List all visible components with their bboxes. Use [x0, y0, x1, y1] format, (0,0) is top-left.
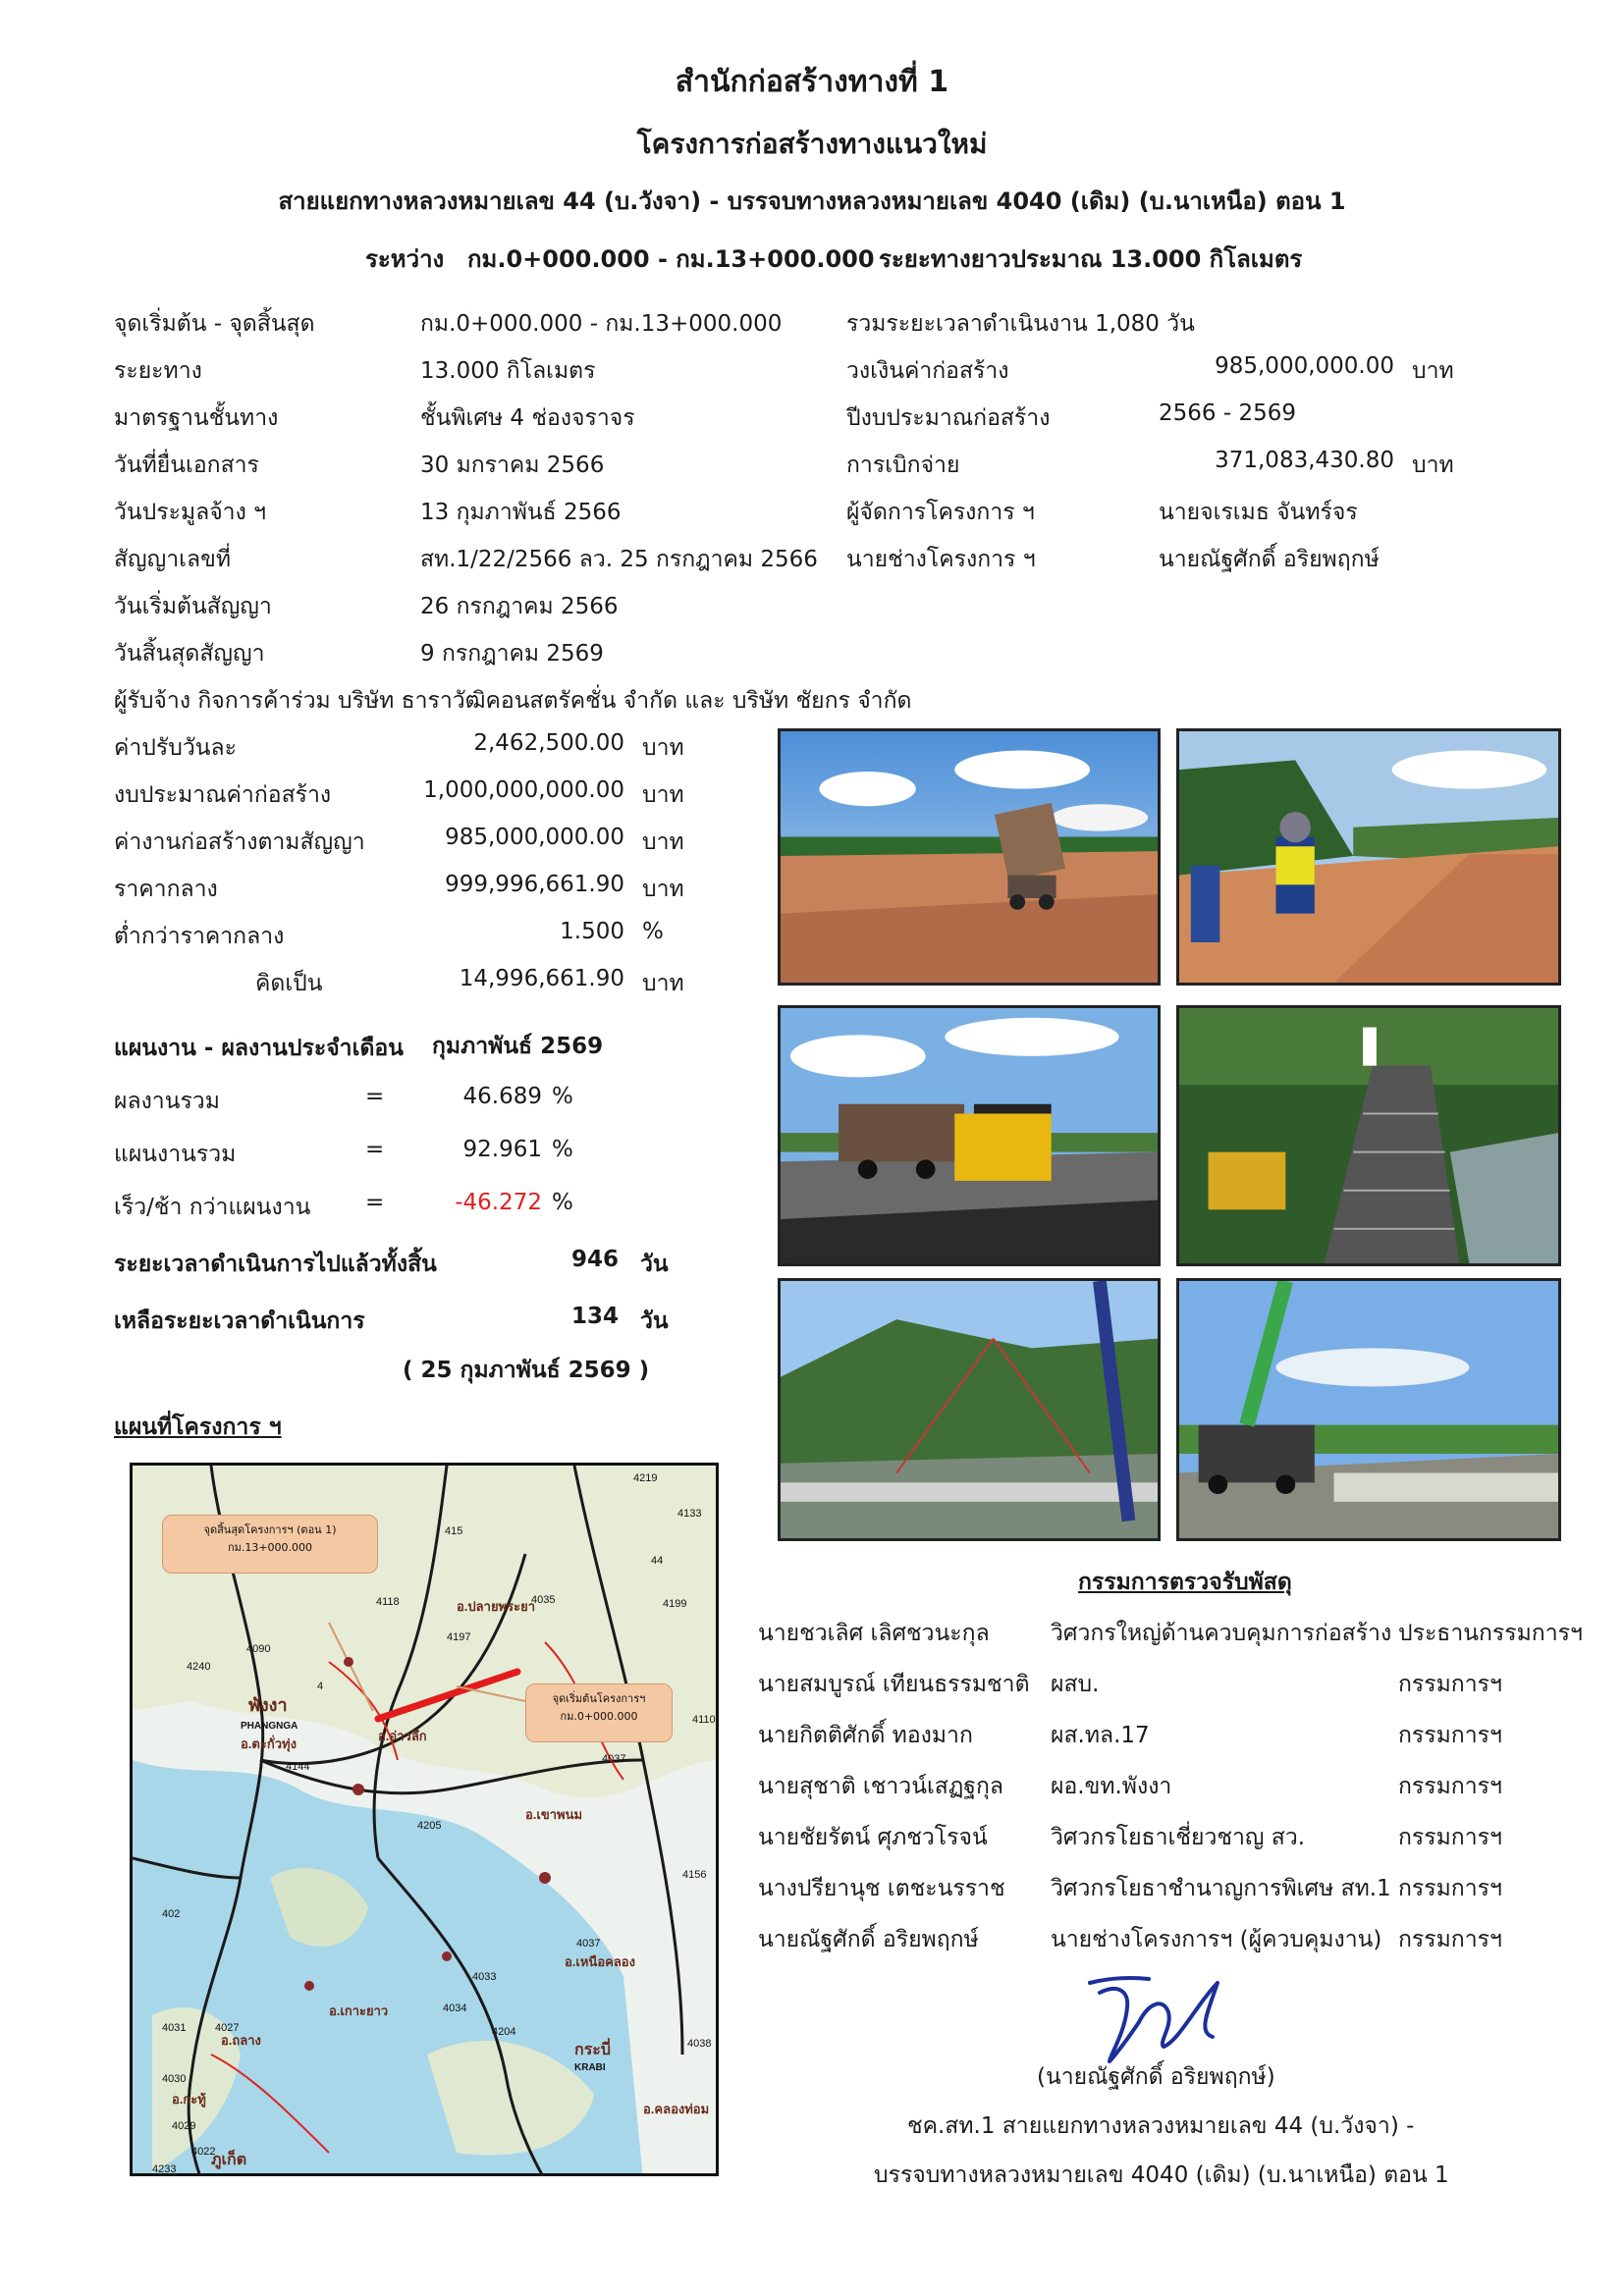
info-label: วันประมูลจ้าง ฯ [114, 500, 267, 525]
svg-text:กระบี่: กระบี่ [574, 2042, 612, 2058]
svg-text:4133: 4133 [677, 1508, 702, 1520]
svg-text:4037: 4037 [576, 1938, 601, 1949]
svg-text:4197: 4197 [447, 1631, 471, 1643]
svg-text:4034: 4034 [443, 2002, 467, 2014]
remaining-value: 134 [571, 1304, 620, 1329]
photo-asphalt-paver [778, 1005, 1161, 1266]
svg-text:ภูเก็ต: ภูเก็ต [211, 2152, 247, 2168]
finance-value: 1.500 [560, 919, 624, 944]
member-role: กรรมการฯ [1398, 1927, 1502, 1952]
finance-value: 14,996,661.90 [459, 966, 624, 991]
fiscal-label: ปีงบประมาณก่อสร้าง [846, 405, 1051, 431]
finance-value: 1,000,000,000.00 [423, 777, 624, 803]
photo-crane-bridge [1176, 1278, 1561, 1541]
member-position: วิศวกรโยธาชำนาญการพิเศษ สท.1 [1051, 1876, 1391, 1901]
signer-title-line1: ชค.สท.1 สายแยกทางหลวงหมายเลข 44 (บ.วังจา) - [907, 2113, 1415, 2139]
svg-text:อ.ตะกั่วทุ่ง: อ.ตะกั่วทุ่ง [241, 1736, 297, 1751]
svg-text:4030: 4030 [162, 2073, 187, 2085]
member-position: นายช่างโครงการฯ (ผู้ควบคุมงาน) [1051, 1927, 1382, 1952]
member-role: กรรมการฯ [1398, 1723, 1502, 1748]
member-name: นายกิตติศักดิ์ ทองมาก [758, 1723, 973, 1748]
svg-text:อ.กะทู้: อ.กะทู้ [172, 2092, 206, 2107]
route-title: สายแยกทางหลวงหมายเลข 44 (บ.วังจา) - บรรจบทางหลวงหมายเลข 4040 (เดิม) (บ.นาเหนือ) ตอน 1 [278, 187, 1346, 215]
member-position: ผส.ทล.17 [1051, 1723, 1150, 1748]
disburse-unit: บาท [1412, 453, 1454, 478]
member-name: นายสมบูรณ์ เทียนธรรมชาติ [758, 1672, 1030, 1697]
remaining-unit: วัน [640, 1308, 669, 1334]
svg-text:4205: 4205 [417, 1820, 442, 1832]
svg-text:4033: 4033 [472, 1971, 497, 1983]
finance-label: งบประมาณค่าก่อสร้าง [114, 782, 332, 808]
progress-unit: % [552, 1137, 573, 1162]
finance-label: คิดเป็น [255, 971, 323, 996]
progress-value-negative: -46.272 [455, 1190, 542, 1215]
info-label: วันสิ้นสุดสัญญา [114, 641, 265, 667]
progress-eq: = [365, 1084, 385, 1109]
info-value: 9 กรกฎาคม 2569 [420, 641, 604, 667]
svg-text:KRABI: KRABI [574, 2062, 606, 2073]
svg-text:4037: 4037 [602, 1753, 626, 1765]
progress-label: เร็ว/ช้า กว่าแผนงาน [114, 1195, 311, 1220]
svg-text:4118: 4118 [376, 1596, 400, 1608]
svg-text:อ.ปลายพระยา: อ.ปลายพระยา [457, 1599, 536, 1614]
finance-label: ราคากลาง [114, 877, 218, 902]
progress-eq: = [365, 1137, 385, 1162]
length-text: ระยะทางยาวประมาณ 13.000 กิโลเมตร [879, 245, 1303, 273]
end-point-callout [162, 1515, 378, 1574]
info-value: สท.1/22/2566 ลว. 25 กรกฎาคม 2566 [420, 547, 818, 572]
finance-unit: % [642, 919, 664, 944]
info-value: 13.000 กิโลเมตร [420, 358, 596, 384]
member-role: ประธานกรรมการฯ [1398, 1621, 1583, 1646]
disburse-label: การเบิกจ่าย [846, 453, 960, 478]
info-label: วันเริ่มต้นสัญญา [114, 594, 272, 619]
member-role: กรรมการฯ [1398, 1672, 1502, 1697]
svg-text:4240: 4240 [187, 1661, 211, 1673]
member-role: กรรมการฯ [1398, 1825, 1502, 1850]
finance-label: ต่ำกว่าราคากลาง [114, 924, 285, 949]
disburse-value: 371,083,430.80 [1215, 448, 1394, 473]
svg-text:4199: 4199 [663, 1598, 687, 1610]
svg-text:อ.คลองท่อม: อ.คลองท่อม [643, 2102, 710, 2116]
start-point-callout [525, 1683, 673, 1742]
finance-unit: บาท [642, 971, 684, 996]
member-position: ผสบ. [1051, 1672, 1100, 1697]
progress-unit: % [552, 1084, 573, 1109]
svg-text:4: 4 [317, 1681, 324, 1692]
info-label: ระยะทาง [114, 358, 202, 384]
svg-text:4144: 4144 [286, 1761, 310, 1773]
svg-text:อ.เหนือคลอง: อ.เหนือคลอง [565, 1954, 635, 1969]
progress-label: แผนงานรวม [114, 1142, 237, 1167]
remaining-label: เหลือระยะเวลาดำเนินการ [114, 1308, 365, 1334]
engineer-label: นายช่างโครงการ ฯ [846, 547, 1036, 572]
svg-text:4204: 4204 [492, 2026, 516, 2038]
end-callout-line2: กม.13+000.000 [227, 1541, 313, 1554]
svg-text:4156: 4156 [682, 1869, 707, 1881]
info-value: 13 กุมภาพันธ์ 2566 [420, 500, 622, 525]
project-type: โครงการก่อสร้างทางแนวใหม่ [636, 128, 988, 160]
svg-text:4029: 4029 [172, 2120, 196, 2132]
manager-label: ผู้จัดการโครงการ ฯ [846, 500, 1035, 525]
svg-text:พังงา: พังงา [248, 1695, 288, 1715]
progress-month: กุมภาพันธ์ 2569 [432, 1034, 604, 1059]
finance-unit: บาท [642, 829, 684, 855]
finance-value: 2,462,500.00 [473, 730, 624, 756]
progress-value: 46.689 [462, 1084, 542, 1109]
range-prefix: ระหว่าง [365, 245, 445, 273]
member-name: นายณัฐศักดิ์ อริยพฤกษ์ [758, 1927, 979, 1952]
duration-total: รวมระยะเวลาดำเนินงาน 1,080 วัน [846, 311, 1195, 337]
svg-text:44: 44 [651, 1555, 664, 1567]
progress-label: ผลงานรวม [114, 1089, 220, 1114]
svg-text:อ.เกาะยาว: อ.เกาะยาว [329, 2003, 389, 2018]
finance-unit: บาท [642, 782, 684, 808]
start-callout-line1: จุดเริ่มต้นโครงการฯ [552, 1692, 646, 1705]
photo-surveyors [1176, 728, 1561, 986]
info-label: มาตรฐานชั้นทาง [114, 405, 279, 431]
member-role: กรรมการฯ [1398, 1774, 1502, 1799]
end-callout-line1: จุดสิ้นสุดโครงการฯ (ตอน 1) [203, 1523, 337, 1536]
svg-text:อ.เขาพนม: อ.เขาพนม [525, 1807, 583, 1822]
info-value: กม.0+000.000 - กม.13+000.000 [420, 311, 783, 337]
info-label: วันที่ยื่นเอกสาร [114, 453, 259, 478]
member-role: กรรมการฯ [1398, 1876, 1502, 1901]
contractor: ผู้รับจ้าง กิจการค้าร่วม บริษัท ธาราวัฒิคอนสตรัคชั่น จำกัด และ บริษัท ชัยกร จำกัด [114, 688, 912, 714]
office-title: สำนักก่อสร้างทางที่ 1 [675, 65, 949, 99]
engineer-value: นายณัฐศักดิ์ อริยพฤกษ์ [1159, 547, 1380, 572]
signature-mark [1070, 1963, 1247, 2071]
budget-unit: บาท [1412, 358, 1454, 384]
signer-name: (นายณัฐศักดิ์ อริยพฤกษ์) [1037, 2064, 1275, 2090]
svg-text:4110: 4110 [692, 1714, 716, 1726]
photo-crane-girder [778, 1278, 1161, 1541]
manager-value: นายจเรเมธ จันทร์จร [1159, 500, 1358, 525]
member-name: นายสุชาติ เชาวน์เสฏฐกุล [758, 1774, 1004, 1799]
finance-label: ค่าปรับวันละ [114, 735, 237, 761]
signer-title-line2: บรรจบทางหลวงหมายเลข 4040 (เดิม) (บ.นาเหนือ) ตอน 1 [874, 2163, 1449, 2188]
svg-text:4031: 4031 [162, 2022, 187, 2034]
svg-text:4219: 4219 [633, 1472, 658, 1484]
info-label: จุดเริ่มต้น - จุดสิ้นสุด [114, 311, 315, 337]
map-title: แผนที่โครงการ ฯ [114, 1415, 282, 1440]
member-name: นายชัยรัตน์ ศุภชวโรจน์ [758, 1825, 988, 1850]
info-value: 26 กรกฎาคม 2566 [420, 594, 619, 619]
progress-unit: % [552, 1190, 573, 1215]
info-value: ชั้นพิเศษ 4 ช่องจราจร [420, 405, 635, 431]
svg-text:อ.ถลาง: อ.ถลาง [221, 2033, 261, 2048]
finance-unit: บาท [642, 735, 684, 761]
svg-text:415: 415 [445, 1525, 463, 1537]
committee-title: กรรมการตรวจรับพัสดุ [1078, 1570, 1292, 1595]
svg-text:อ.อ่าวลึก: อ.อ่าวลึก [378, 1729, 427, 1743]
photo-dump-truck [778, 728, 1161, 986]
project-map [130, 1463, 719, 2176]
svg-text:4027: 4027 [215, 2022, 240, 2034]
svg-text:402: 402 [162, 1908, 181, 1920]
member-position: ผอ.ขท.พังงา [1051, 1774, 1172, 1799]
member-position: วิศวกรโยธาเชี่ยวชาญ สว. [1051, 1825, 1306, 1850]
elapsed-value: 946 [571, 1247, 620, 1272]
progress-title: แผนงาน - ผลงานประจำเดือน [114, 1036, 404, 1061]
elapsed-label: ระยะเวลาดำเนินการไปแล้วทั้งสิ้น [114, 1252, 437, 1277]
budget-value: 985,000,000.00 [1215, 353, 1394, 379]
info-value: 30 มกราคม 2566 [420, 453, 605, 478]
member-name: นางปรียานุช เตชะนรราช [758, 1876, 1005, 1901]
budget-label: วงเงินค่าก่อสร้าง [846, 358, 1009, 384]
start-callout-line2: กม.0+000.000 [560, 1710, 638, 1723]
progress-value: 92.961 [462, 1137, 542, 1162]
as-of-date: ( 25 กุมภาพันธ์ 2569 ) [403, 1358, 650, 1383]
finance-label: ค่างานก่อสร้างตามสัญญา [114, 829, 365, 855]
svg-text:4022: 4022 [191, 2146, 216, 2158]
info-label: สัญญาเลขที่ [114, 547, 231, 572]
finance-value: 999,996,661.90 [445, 872, 624, 897]
range-value: กม.0+000.000 - กม.13+000.000 [467, 245, 875, 273]
fiscal-value: 2566 - 2569 [1159, 400, 1296, 426]
svg-text:4035: 4035 [531, 1594, 556, 1606]
svg-text:4090: 4090 [246, 1643, 271, 1655]
member-position: วิศวกรใหญ่ด้านควบคุมการก่อสร้าง [1051, 1621, 1392, 1646]
svg-text:4038: 4038 [687, 2038, 712, 2050]
elapsed-unit: วัน [640, 1252, 669, 1277]
svg-text:4233: 4233 [152, 2163, 177, 2175]
photo-bridge-rebar [1176, 1005, 1561, 1266]
finance-value: 985,000,000.00 [445, 825, 624, 850]
finance-unit: บาท [642, 877, 684, 902]
member-name: นายชวเลิศ เลิศชวนะกุล [758, 1621, 990, 1646]
progress-eq: = [365, 1190, 385, 1215]
svg-text:PHANGNGA: PHANGNGA [241, 1721, 298, 1732]
